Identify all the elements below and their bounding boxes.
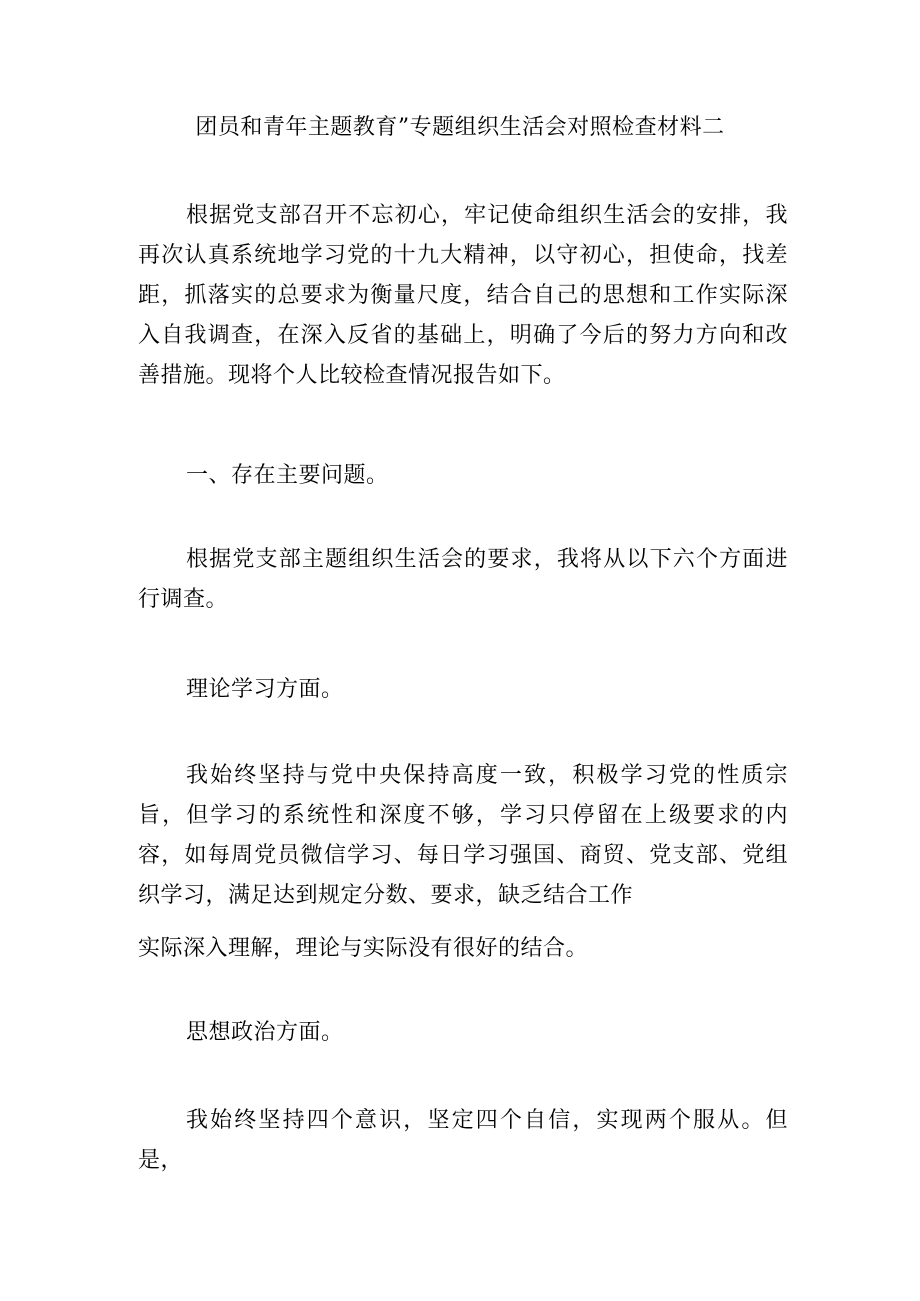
paragraph-six-aspects: 根据党支部主题组织生活会的要求，我将从以下六个方面进行调查。 [138,547,788,612]
heading-theory-study: 理论学习方面。 [186,677,344,702]
paragraph-theory-study-continued: 实际深入理解，理论与实际没有很好的结合。 [138,936,589,961]
paragraph-theory-study: 我始终坚持与党中央保持高度一致，积极学习党的性质宗旨，但学习的系统性和深度不够，学习只停留在上级要求的内容，如每周党员微信学习、每日学习强国、商贸、党支部、党组织学习，满足达到规定分数、要求，缺乏结合工作 [138,763,788,908]
heading-main-problems: 一、存在主要问题。 [186,463,389,488]
heading-ideological-politics: 思想政治方面。 [186,1020,344,1045]
paragraph-intro: 根据党支部召开不忘初心，牢记使命组织生活会的安排，我再次认真系统地学习党的十九大精神，以守初心，担使命，找差距，抓落实的总要求为衡量尺度，结合自己的思想和工作实际深入自我调查，在深入反省的基础上，明确了今后的努力方向和改善措施。现将个人比较检查情况报告如下。 [138,203,788,388]
document-title: 团员和青年主题教育”专题组织生活会对照检查材料二 [195,115,725,140]
paragraph-ideological-politics: 我始终坚持四个意识，坚定四个自信，实现两个服从。但是， [138,1108,788,1173]
